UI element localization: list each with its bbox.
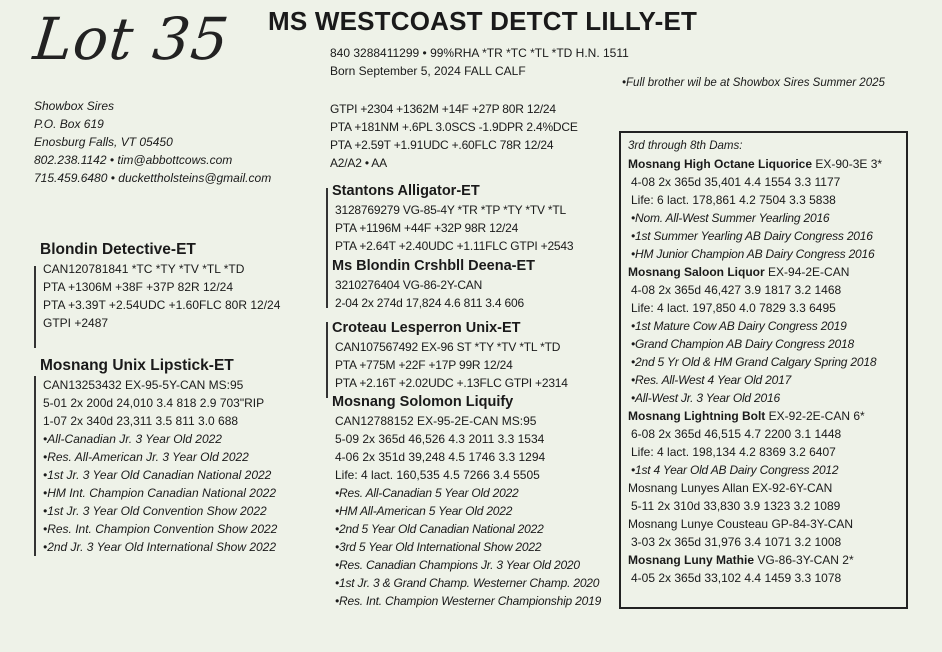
consignor-city: Enosburg Falls, VT 05450 — [34, 135, 173, 149]
ancestor-award: •Res. All-West 4 Year Old 2017 — [631, 373, 792, 387]
dams-box — [628, 137, 904, 587]
ancestor-dam-class: EX-92-2E-CAN 6* — [768, 409, 865, 423]
dams-dam-award: •2nd 5 Year Old Canadian National 2022 — [335, 522, 544, 536]
animal-name: MS WESTCOAST DETCT LILLY-ET — [268, 6, 698, 36]
dam-award: •Res. All-American Jr. 3 Year Old 2022 — [43, 450, 249, 464]
born-line: Born September 5, 2024 FALL CALF — [330, 64, 526, 78]
ancestor-dam — [628, 155, 904, 173]
dams-sire-block — [332, 318, 568, 392]
consignor-block — [34, 97, 271, 187]
dams-sire-line: CAN107567492 EX-96 ST *TY *TV *TL *TD — [335, 340, 561, 354]
ancestor-record: Life: 4 lact. 198,134 4.2 8369 3.2 6407 — [631, 445, 836, 459]
dam-award: •HM Int. Champion Canadian National 2022 — [43, 486, 277, 500]
ancestor-award: •All-West Jr. 3 Year Old 2016 — [631, 391, 780, 405]
dam-line: 1-07 2x 340d 23,311 3.5 811 3.0 688 — [43, 414, 239, 428]
dam-line: 5-01 2x 200d 24,010 3.4 818 2.9 703"RIP — [43, 396, 265, 410]
consignor-name: Showbox Sires — [34, 99, 115, 113]
ancestor-dam-name: Mosnang Lunye Cousteau — [628, 517, 769, 531]
consignor-po-box: P.O. Box 619 — [34, 117, 104, 131]
dams-dam-line: 4-06 2x 351d 39,248 4.5 1746 3.3 1294 — [335, 450, 546, 464]
ancestor-dam — [628, 263, 904, 281]
ancestor-dam-name: Mosnang High Octane Liquorice — [628, 157, 813, 171]
sires-sire-block — [332, 181, 573, 255]
ancestor-dam-name: Mosnang Lunyes Allan — [628, 481, 749, 495]
ancestor-award: •Grand Champion AB Dairy Congress 2018 — [631, 337, 854, 351]
genomics-line: PTA +181NM +.6PL 3.0SCS -1.9DPR 2.4%DCE — [330, 120, 578, 134]
dams-sire-line: PTA +2.16T +2.02UDC +.13FLC GTPI +2314 — [335, 376, 568, 390]
sire-line: GTPI +2487 — [43, 316, 109, 330]
ancestor-dam-class: VG-86-3Y-CAN 2* — [757, 553, 854, 567]
consignor-contact-1: 802.238.1142 • tim@abbottcows.com — [34, 153, 233, 167]
genomics-block — [330, 100, 578, 172]
ancestor-record: 4-05 2x 365d 33,102 4.4 1459 3.3 1078 — [631, 571, 842, 585]
ancestor-record: 4-08 2x 365d 35,401 4.4 1554 3.3 1177 — [631, 175, 841, 189]
dam-side-bracket — [326, 322, 328, 398]
ancestor-award: •1st 4 Year Old AB Dairy Congress 2012 — [631, 463, 839, 477]
dams-dam-award: •Res. Int. Champion Westerner Championship 2019 — [335, 594, 602, 608]
full-brother-note: •Full brother wil be at Showbox Sires Summer 2025 — [622, 77, 885, 89]
sires-dam-line: 3210276404 VG-86-2Y-CAN — [335, 278, 483, 292]
dam-block — [40, 356, 277, 556]
dam-award: •1st Jr. 3 Year Old Convention Show 2022 — [43, 504, 267, 518]
dams-dam-award: •Res. Canadian Champions Jr. 3 Year Old 2020 — [335, 558, 580, 572]
dams-dam-award: •3rd 5 Year Old International Show 2022 — [335, 540, 542, 554]
sire-bracket — [34, 266, 36, 348]
ancestor-dam — [628, 407, 904, 425]
dams-dam-award: •1st Jr. 3 & Grand Champ. Westerner Champ. 2020 — [335, 576, 600, 590]
sires-sire-name: Stantons Alligator-ET — [332, 183, 480, 199]
ancestor-dam-class: GP-84-3Y-CAN — [771, 517, 854, 531]
consignor-contact-2: 715.459.6480 • duckettholsteins@gmail.com — [34, 171, 272, 185]
dams-sire-line: PTA +775M +22F +17P 99R 12/24 — [335, 358, 513, 372]
ancestor-award: •2nd 5 Yr Old & HM Grand Calgary Spring 2018 — [631, 355, 877, 369]
dam-bracket — [34, 376, 36, 556]
sires-dam-name: Ms Blondin Crshbll Deena-ET — [332, 258, 536, 274]
dams-dam-line: 5-09 2x 365d 46,526 4.3 2011 3.3 1534 — [335, 432, 545, 446]
ancestor-record: Life: 4 lact. 197,850 4.0 7829 3.3 6495 — [631, 301, 836, 315]
sire-block — [40, 240, 280, 332]
ancestor-dam — [628, 479, 904, 497]
dams-dam-award: •Res. All-Canadian 5 Year Old 2022 — [335, 486, 519, 500]
sires-dam-line: 2-04 2x 274d 17,824 4.6 811 3.4 606 — [335, 296, 524, 310]
sire-line: CAN120781841 *TC *TY *TV *TL *TD — [43, 262, 245, 276]
dams-dam-line: CAN12788152 EX-95-2E-CAN MS:95 — [335, 414, 537, 428]
genomics-line: A2/A2 • AA — [330, 156, 387, 170]
ancestor-dam — [628, 551, 904, 569]
genomics-line: PTA +2.59T +1.91UDC +.60FLC 78R 12/24 — [330, 138, 554, 152]
dams-dam-block — [332, 392, 601, 610]
dams-dam-name: Mosnang Solomon Liquify — [332, 394, 514, 410]
ancestor-record: 4-08 2x 365d 46,427 3.9 1817 3.2 1468 — [631, 283, 842, 297]
dam-name: Mosnang Unix Lipstick-ET — [40, 357, 234, 374]
dams-box-heading: 3rd through 8th Dams: — [628, 140, 743, 152]
dams-dam-award: •HM All-American 5 Year Old 2022 — [335, 504, 513, 518]
ancestor-dam-name: Mosnang Lightning Bolt — [628, 409, 766, 423]
ancestor-dam-class: EX-90-3E 3* — [815, 157, 883, 171]
sire-line: PTA +1306M +38F +37P 82R 12/24 — [43, 280, 234, 294]
sire-name: Blondin Detective-ET — [40, 241, 196, 258]
ancestor-dam-class: EX-94-2E-CAN — [768, 265, 850, 279]
dam-award: •Res. Int. Champion Convention Show 2022 — [43, 522, 278, 536]
ancestor-award: •1st Mature Cow AB Dairy Congress 2019 — [631, 319, 847, 333]
dam-award: •1st Jr. 3 Year Old Canadian National 2022 — [43, 468, 272, 482]
ancestor-dam-name: Mosnang Luny Mathie — [628, 553, 754, 567]
ancestor-award: •Nom. All-West Summer Yearling 2016 — [631, 211, 830, 225]
dams-sire-name: Croteau Lesperron Unix-ET — [332, 320, 521, 336]
ancestor-record: 5-11 2x 310d 33,830 3.9 1323 3.2 1089 — [631, 499, 841, 513]
genomics-line: GTPI +2304 +1362M +14F +27P 80R 12/24 — [330, 102, 556, 116]
sires-sire-line: 3128769279 VG-85-4Y *TR *TP *TY *TV *TL — [335, 203, 566, 217]
sire-line: PTA +3.39T +2.54UDC +1.60FLC 80R 12/24 — [43, 298, 281, 312]
sire-side-bracket — [326, 188, 328, 308]
dam-line: CAN13253432 EX-95-5Y-CAN MS:95 — [43, 378, 244, 392]
ancestor-dam-name: Mosnang Saloon Liquor — [628, 265, 765, 279]
lot-number: Lot 35 — [30, 5, 233, 73]
registration-line: 840 3288411299 • 99%RHA *TR *TC *TL *TD H.N. 1511 — [330, 46, 629, 60]
ancestor-record: 3-03 2x 365d 31,976 3.4 1071 3.2 1008 — [631, 535, 842, 549]
sires-sire-line: PTA +1196M +44F +32P 98R 12/24 — [335, 221, 519, 235]
ancestor-record: 6-08 2x 365d 46,515 4.7 2200 3.1 1448 — [631, 427, 842, 441]
dam-award: •2nd Jr. 3 Year Old International Show 2022 — [43, 540, 277, 554]
ancestor-record: Life: 6 lact. 178,861 4.2 7504 3.3 5838 — [631, 193, 836, 207]
ancestor-dam — [628, 515, 904, 533]
ancestor-dam-class: EX-92-6Y-CAN — [752, 481, 833, 495]
sires-dam-block — [332, 256, 535, 312]
dams-dam-line: Life: 4 lact. 160,535 4.5 7266 3.4 5505 — [335, 468, 540, 482]
ancestor-award: •HM Junior Champion AB Dairy Congress 2016 — [631, 247, 875, 261]
dam-award: •All-Canadian Jr. 3 Year Old 2022 — [43, 432, 222, 446]
ancestor-award: •1st Summer Yearling AB Dairy Congress 2016 — [631, 229, 873, 243]
sires-sire-line: PTA +2.64T +2.40UDC +1.11FLC GTPI +2543 — [335, 239, 574, 253]
